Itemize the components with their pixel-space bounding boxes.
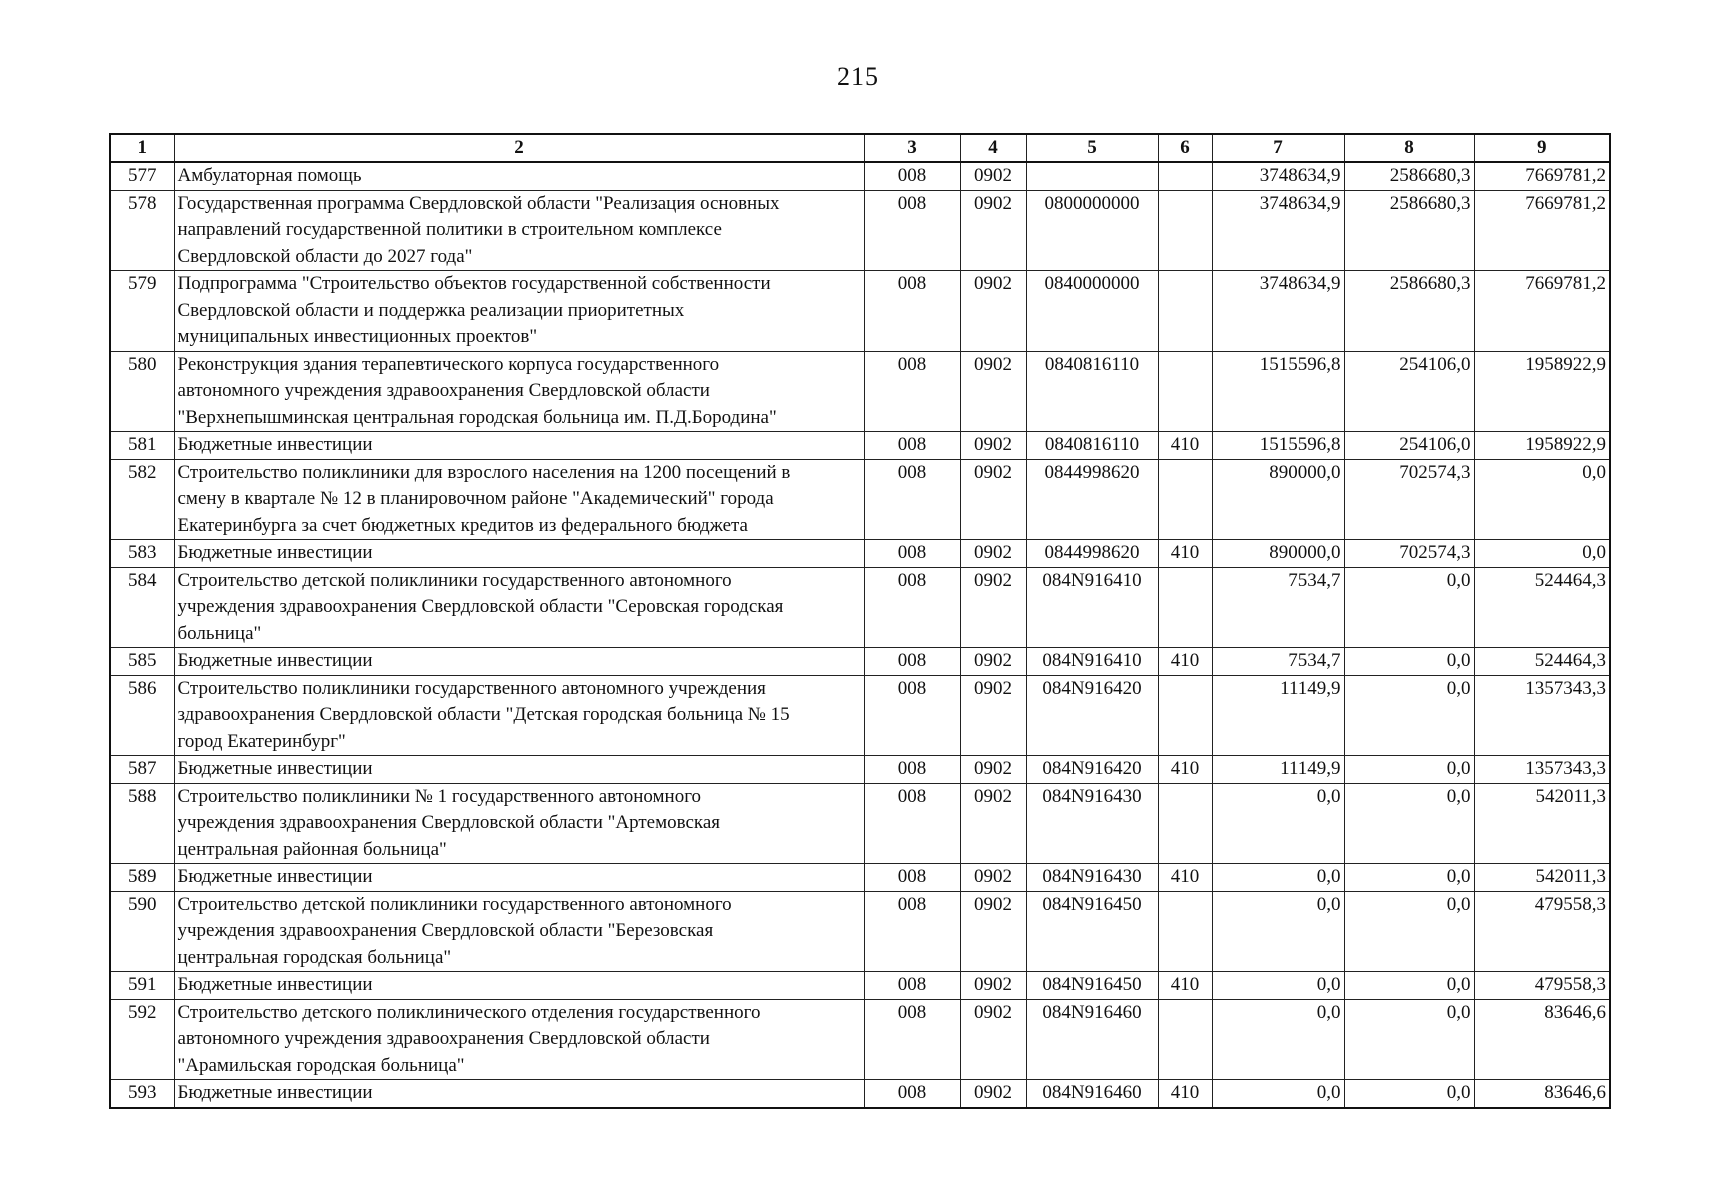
target-code-cell: 084N916460 — [1026, 1080, 1158, 1108]
target-code-cell: 084N916460 — [1026, 999, 1158, 1080]
amount-col9-cell: 542011,3 — [1474, 864, 1610, 892]
row-name-line: "Арамильская городская больница" — [177, 1054, 465, 1076]
section-code-cell: 0902 — [960, 972, 1026, 1000]
row-name-cell — [174, 756, 864, 784]
table-row — [110, 756, 1610, 784]
expense-type-cell — [1158, 675, 1212, 756]
row-number-cell: 585 — [110, 648, 174, 676]
expense-type-cell: 410 — [1158, 972, 1212, 1000]
ministry-code-cell: 008 — [864, 1080, 960, 1108]
amount-col7-cell: 7534,7 — [1212, 648, 1344, 676]
row-name-line: Реконструкция здания терапевтического корпуса государственного — [177, 353, 720, 375]
header-cell-1: 1 — [110, 134, 174, 162]
amount-col9-cell: 0,0 — [1474, 540, 1610, 568]
amount-col8-cell: 702574,3 — [1344, 459, 1474, 540]
table-row — [110, 1080, 1610, 1108]
table-row — [110, 999, 1610, 1080]
table-body — [110, 162, 1610, 1108]
header-cell-5: 5 — [1026, 134, 1158, 162]
ministry-code-cell: 008 — [864, 648, 960, 676]
row-name-line: автономного учреждения здравоохранения Свердловской области — [177, 1028, 710, 1049]
row-name-line: автономного учреждения здравоохранения Свердловской области — [177, 380, 710, 401]
row-name-cell — [174, 864, 864, 892]
row-name-line: Бюджетные инвестиции — [177, 866, 373, 887]
table-row — [110, 271, 1610, 352]
section-code-cell: 0902 — [960, 864, 1026, 892]
ministry-code-cell: 008 — [864, 351, 960, 432]
section-code-cell: 0902 — [960, 783, 1026, 864]
target-code-cell: 084N916430 — [1026, 864, 1158, 892]
row-name-line: Строительство детской поликлиники государственного автономного — [177, 893, 732, 915]
amount-col8-cell: 254106,0 — [1344, 432, 1474, 460]
row-name-line: Строительство детской поликлиники государственного автономного — [177, 569, 732, 591]
amount-col9-cell: 479558,3 — [1474, 972, 1610, 1000]
row-name-cell — [174, 190, 864, 271]
expense-type-cell — [1158, 999, 1212, 1080]
budget-table — [109, 133, 1611, 1109]
amount-col8-cell: 0,0 — [1344, 675, 1474, 756]
section-code-cell: 0902 — [960, 675, 1026, 756]
header-cell-4: 4 — [960, 134, 1026, 162]
target-code-cell: 084N916410 — [1026, 567, 1158, 648]
expense-type-cell: 410 — [1158, 432, 1212, 460]
amount-col7-cell: 3748634,9 — [1212, 271, 1344, 352]
row-name-line: учреждения здравоохранения Свердловской области "Березовская — [177, 920, 714, 941]
amount-col9-cell: 7669781,2 — [1474, 271, 1610, 352]
row-number-cell: 579 — [110, 271, 174, 352]
amount-col7-cell: 0,0 — [1212, 864, 1344, 892]
section-code-cell: 0902 — [960, 190, 1026, 271]
row-name-cell — [174, 567, 864, 648]
row-name-line: город Екатеринбург" — [177, 730, 346, 752]
row-name-line: Бюджетные инвестиции — [177, 758, 373, 779]
amount-col8-cell: 254106,0 — [1344, 351, 1474, 432]
row-number-cell: 581 — [110, 432, 174, 460]
row-name-line: учреждения здравоохранения Свердловской области "Артемовская — [177, 812, 721, 833]
amount-col9-cell: 83646,6 — [1474, 1080, 1610, 1108]
amount-col9-cell: 1958922,9 — [1474, 351, 1610, 432]
target-code-cell: 0800000000 — [1026, 190, 1158, 271]
row-number-cell: 586 — [110, 675, 174, 756]
row-number-cell: 584 — [110, 567, 174, 648]
amount-col9-cell: 1357343,3 — [1474, 756, 1610, 784]
row-name-line: больница" — [177, 622, 262, 644]
row-name-cell — [174, 459, 864, 540]
table-row — [110, 972, 1610, 1000]
amount-col7-cell: 0,0 — [1212, 783, 1344, 864]
header-cell-9: 9 — [1474, 134, 1610, 162]
ministry-code-cell: 008 — [864, 756, 960, 784]
section-code-cell: 0902 — [960, 891, 1026, 972]
amount-col9-cell: 7669781,2 — [1474, 162, 1610, 190]
section-code-cell: 0902 — [960, 648, 1026, 676]
row-number-cell: 587 — [110, 756, 174, 784]
row-name-cell — [174, 675, 864, 756]
target-code-cell: 084N916420 — [1026, 675, 1158, 756]
row-name-line: Строительство детского поликлинического отделения государственного — [177, 1001, 761, 1023]
row-number-cell: 591 — [110, 972, 174, 1000]
table-row — [110, 567, 1610, 648]
target-code-cell: 084N916450 — [1026, 891, 1158, 972]
target-code-cell — [1026, 162, 1158, 190]
table-row — [110, 162, 1610, 190]
amount-col7-cell: 0,0 — [1212, 972, 1344, 1000]
expense-type-cell: 410 — [1158, 648, 1212, 676]
table-row — [110, 675, 1610, 756]
table-row — [110, 351, 1610, 432]
amount-col8-cell: 0,0 — [1344, 1080, 1474, 1108]
amount-col7-cell: 1515596,8 — [1212, 432, 1344, 460]
header-cell-7: 7 — [1212, 134, 1344, 162]
expense-type-cell — [1158, 783, 1212, 864]
row-name-line: Амбулаторная помощь — [177, 165, 362, 186]
row-name-cell — [174, 351, 864, 432]
amount-col9-cell: 1958922,9 — [1474, 432, 1610, 460]
row-name-line: направлений государственной политики в строительном комплексе — [177, 219, 722, 240]
ministry-code-cell: 008 — [864, 972, 960, 1000]
row-name-cell — [174, 999, 864, 1080]
target-code-cell: 0840816110 — [1026, 432, 1158, 460]
row-name-cell — [174, 432, 864, 460]
amount-col7-cell: 0,0 — [1212, 1080, 1344, 1108]
row-number-cell: 577 — [110, 162, 174, 190]
amount-col8-cell: 0,0 — [1344, 891, 1474, 972]
expense-type-cell — [1158, 459, 1212, 540]
table-row — [110, 864, 1610, 892]
row-number-cell: 583 — [110, 540, 174, 568]
target-code-cell: 084N916430 — [1026, 783, 1158, 864]
row-name-line: Бюджетные инвестиции — [177, 542, 373, 563]
row-name-cell — [174, 1080, 864, 1108]
row-name-cell — [174, 972, 864, 1000]
row-name-cell — [174, 648, 864, 676]
row-name-line: учреждения здравоохранения Свердловской области "Серовская городская — [177, 596, 784, 617]
table-row — [110, 783, 1610, 864]
ministry-code-cell: 008 — [864, 162, 960, 190]
header-cell-2: 2 — [174, 134, 864, 162]
row-name-cell — [174, 891, 864, 972]
target-code-cell: 0840000000 — [1026, 271, 1158, 352]
ministry-code-cell: 008 — [864, 999, 960, 1080]
amount-col8-cell: 2586680,3 — [1344, 162, 1474, 190]
expense-type-cell — [1158, 351, 1212, 432]
amount-col8-cell: 0,0 — [1344, 648, 1474, 676]
row-name-cell — [174, 271, 864, 352]
ministry-code-cell: 008 — [864, 783, 960, 864]
amount-col9-cell: 1357343,3 — [1474, 675, 1610, 756]
target-code-cell: 084N916420 — [1026, 756, 1158, 784]
expense-type-cell — [1158, 271, 1212, 352]
section-code-cell: 0902 — [960, 756, 1026, 784]
target-code-cell: 0844998620 — [1026, 540, 1158, 568]
expense-type-cell: 410 — [1158, 864, 1212, 892]
section-code-cell: 0902 — [960, 567, 1026, 648]
amount-col9-cell: 542011,3 — [1474, 783, 1610, 864]
amount-col8-cell: 0,0 — [1344, 999, 1474, 1080]
row-name-line: Бюджетные инвестиции — [177, 434, 373, 455]
amount-col9-cell: 7669781,2 — [1474, 190, 1610, 271]
amount-col8-cell: 0,0 — [1344, 756, 1474, 784]
table-row — [110, 190, 1610, 271]
table-row — [110, 459, 1610, 540]
expense-type-cell — [1158, 567, 1212, 648]
expense-type-cell: 410 — [1158, 756, 1212, 784]
target-code-cell: 0840816110 — [1026, 351, 1158, 432]
row-number-cell: 580 — [110, 351, 174, 432]
ministry-code-cell: 008 — [864, 567, 960, 648]
ministry-code-cell: 008 — [864, 459, 960, 540]
ministry-code-cell: 008 — [864, 271, 960, 352]
row-name-line: Екатеринбурга за счет бюджетных кредитов из федерального бюджета — [177, 514, 748, 536]
row-name-line: Строительство поликлиники государственного автономного учреждения — [177, 677, 766, 699]
row-name-line: Подпрограмма "Строительство объектов государственной собственности — [177, 273, 771, 294]
amount-col7-cell: 3748634,9 — [1212, 162, 1344, 190]
row-name-line: муниципальных инвестиционных проектов" — [177, 326, 538, 347]
row-number-cell: 578 — [110, 190, 174, 271]
row-name-cell — [174, 540, 864, 568]
table-row — [110, 432, 1610, 460]
amount-col9-cell: 83646,6 — [1474, 999, 1610, 1080]
row-number-cell: 590 — [110, 891, 174, 972]
row-name-line: смену в квартале № 12 в планировочном районе "Академический" города — [177, 488, 774, 509]
table-row — [110, 540, 1610, 568]
ministry-code-cell: 008 — [864, 864, 960, 892]
amount-col7-cell: 0,0 — [1212, 891, 1344, 972]
header-row — [110, 134, 1610, 162]
section-code-cell: 0902 — [960, 1080, 1026, 1108]
section-code-cell: 0902 — [960, 540, 1026, 568]
section-code-cell: 0902 — [960, 351, 1026, 432]
ministry-code-cell: 008 — [864, 675, 960, 756]
row-number-cell: 588 — [110, 783, 174, 864]
ministry-code-cell: 008 — [864, 190, 960, 271]
amount-col7-cell: 11149,9 — [1212, 756, 1344, 784]
row-number-cell: 593 — [110, 1080, 174, 1108]
expense-type-cell — [1158, 162, 1212, 190]
row-name-line: Свердловской области и поддержка реализации приоритетных — [177, 299, 685, 321]
page-number: 215 — [837, 62, 879, 91]
amount-col8-cell: 2586680,3 — [1344, 190, 1474, 271]
ministry-code-cell: 008 — [864, 540, 960, 568]
amount-col8-cell: 702574,3 — [1344, 540, 1474, 568]
target-code-cell: 084N916450 — [1026, 972, 1158, 1000]
amount-col8-cell: 0,0 — [1344, 864, 1474, 892]
row-name-line: Строительство поликлиники № 1 государственного автономного — [177, 785, 702, 807]
header-cell-6: 6 — [1158, 134, 1212, 162]
section-code-cell: 0902 — [960, 432, 1026, 460]
amount-col9-cell: 479558,3 — [1474, 891, 1610, 972]
amount-col7-cell: 1515596,8 — [1212, 351, 1344, 432]
amount-col7-cell: 11149,9 — [1212, 675, 1344, 756]
amount-col7-cell: 0,0 — [1212, 999, 1344, 1080]
expense-type-cell: 410 — [1158, 540, 1212, 568]
ministry-code-cell: 008 — [864, 432, 960, 460]
expense-type-cell — [1158, 891, 1212, 972]
expense-type-cell: 410 — [1158, 1080, 1212, 1108]
row-name-line: здравоохранения Свердловской области "Детская городская больница № 15 — [177, 704, 790, 725]
target-code-cell: 0844998620 — [1026, 459, 1158, 540]
amount-col8-cell: 0,0 — [1344, 567, 1474, 648]
section-code-cell: 0902 — [960, 459, 1026, 540]
row-name-line: центральная городская больница" — [177, 946, 452, 968]
amount-col9-cell: 524464,3 — [1474, 567, 1610, 648]
row-name-cell — [174, 783, 864, 864]
row-name-cell — [174, 162, 864, 190]
amount-col7-cell: 890000,0 — [1212, 459, 1344, 540]
row-number-cell: 582 — [110, 459, 174, 540]
section-code-cell: 0902 — [960, 999, 1026, 1080]
table-row — [110, 648, 1610, 676]
amount-col7-cell: 3748634,9 — [1212, 190, 1344, 271]
row-name-line: Государственная программа Свердловской области "Реализация основных — [177, 192, 780, 214]
row-name-line: Бюджетные инвестиции — [177, 974, 373, 995]
row-name-line: Бюджетные инвестиции — [177, 650, 373, 671]
row-name-line: Строительство поликлиники для взрослого населения на 1200 посещений в — [177, 461, 791, 483]
row-number-cell: 589 — [110, 864, 174, 892]
row-name-line: "Верхнепышминская центральная городская больница им. П.Д.Бородина" — [177, 406, 777, 428]
row-number-cell: 592 — [110, 999, 174, 1080]
table-row — [110, 891, 1610, 972]
row-name-line: Бюджетные инвестиции — [177, 1082, 373, 1103]
ministry-code-cell: 008 — [864, 891, 960, 972]
section-code-cell: 0902 — [960, 162, 1026, 190]
amount-col7-cell: 7534,7 — [1212, 567, 1344, 648]
expense-type-cell — [1158, 190, 1212, 271]
amount-col9-cell: 524464,3 — [1474, 648, 1610, 676]
header-cell-8: 8 — [1344, 134, 1474, 162]
target-code-cell: 084N916410 — [1026, 648, 1158, 676]
amount-col8-cell: 0,0 — [1344, 783, 1474, 864]
amount-col8-cell: 2586680,3 — [1344, 271, 1474, 352]
amount-col8-cell: 0,0 — [1344, 972, 1474, 1000]
row-name-line: центральная районная больница" — [177, 838, 447, 860]
header-cell-3: 3 — [864, 134, 960, 162]
row-name-line: Свердловской области до 2027 года" — [177, 245, 473, 267]
amount-col7-cell: 890000,0 — [1212, 540, 1344, 568]
amount-col9-cell: 0,0 — [1474, 459, 1610, 540]
section-code-cell: 0902 — [960, 271, 1026, 352]
